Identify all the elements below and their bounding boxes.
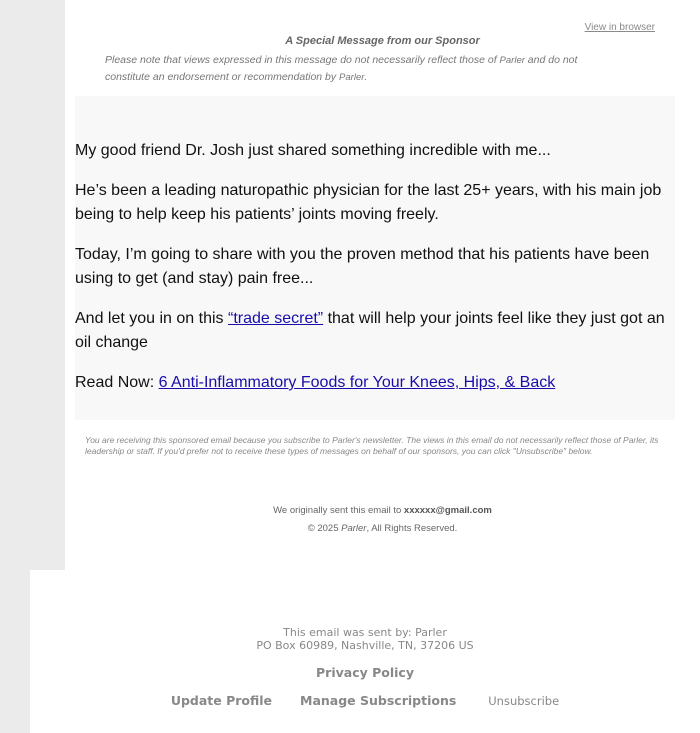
message-body	[75, 96, 675, 420]
read-now-label: Read Now:	[75, 374, 159, 391]
paragraph-1: My good friend Dr. Josh just shared something incredible with me...	[75, 142, 551, 159]
disclaimer-text-3: .	[364, 71, 368, 83]
sender-info	[30, 626, 700, 652]
disclaimer-text-2: and do not constitute an endorsement or recommendation by	[105, 54, 578, 83]
trade-secret-link[interactable]: “trade secret”	[227, 310, 324, 327]
copyright-text: © 2025	[307, 523, 342, 534]
view-in-browser-link[interactable]: View in browser	[584, 22, 655, 33]
paragraph-3: Today, I’m going to share with you the proven method that his patients have been using to get (and stay) pain free...	[75, 246, 650, 287]
paragraph-2: He’s been a leading naturopathic physician for the last 25+ years, with his main job being to help keep his patients’ joints moving freely.	[75, 182, 662, 223]
email-footer	[30, 570, 700, 733]
footer-links	[30, 693, 700, 708]
unsubscribe-link[interactable]: Unsubscribe	[488, 694, 560, 708]
privacy-policy-link[interactable]: Privacy Policy	[316, 665, 414, 680]
sponsor-disclaimer	[105, 52, 625, 86]
copyright-brand: Parler	[341, 523, 367, 534]
copyright	[65, 523, 700, 534]
email-card	[65, 0, 700, 570]
brand-name: Parler	[339, 72, 365, 83]
paragraph-4	[75, 307, 675, 355]
sent-to-line	[65, 505, 700, 516]
paragraph-5	[75, 371, 675, 395]
paragraph-4-text-end: that will help your joints feel like they just got an oil change	[75, 310, 665, 351]
article-link[interactable]: 6 Anti-Inflammatory Foods for Your Knees, Hips, & Back	[158, 374, 556, 391]
disclaimer-text-1: Please note that views expressed in this message do not necessarily reflect those of	[105, 54, 500, 66]
sent-by-line: This email was sent by: Parler	[283, 626, 447, 639]
copyright-suffix: , All Rights Reserved.	[366, 523, 458, 534]
manage-subscriptions-link[interactable]: Manage Subscriptions	[300, 693, 457, 708]
paragraph-4-text: And let you in on this	[75, 310, 228, 327]
recipient-email: xxxxxx@gmail.com	[403, 505, 492, 516]
sender-address: PO Box 60989, Nashville, TN, 37206 US	[256, 639, 474, 652]
sponsored-notice: You are receiving this sponsored email because you subscribe to Parler's newsletter. The views in this email do not necessarily reflect those of Parler, its leadership or staff. If you'd prefer not to receive these types of messages on behalf of our sponsors, you can click "Unsubscribe" below.	[85, 435, 659, 456]
brand-name: Parler	[499, 55, 525, 66]
sponsor-title: A Special Message from our Sponsor	[285, 35, 480, 47]
update-profile-link[interactable]: Update Profile	[170, 693, 273, 708]
sent-to-text: We originally sent this email to	[273, 505, 404, 516]
